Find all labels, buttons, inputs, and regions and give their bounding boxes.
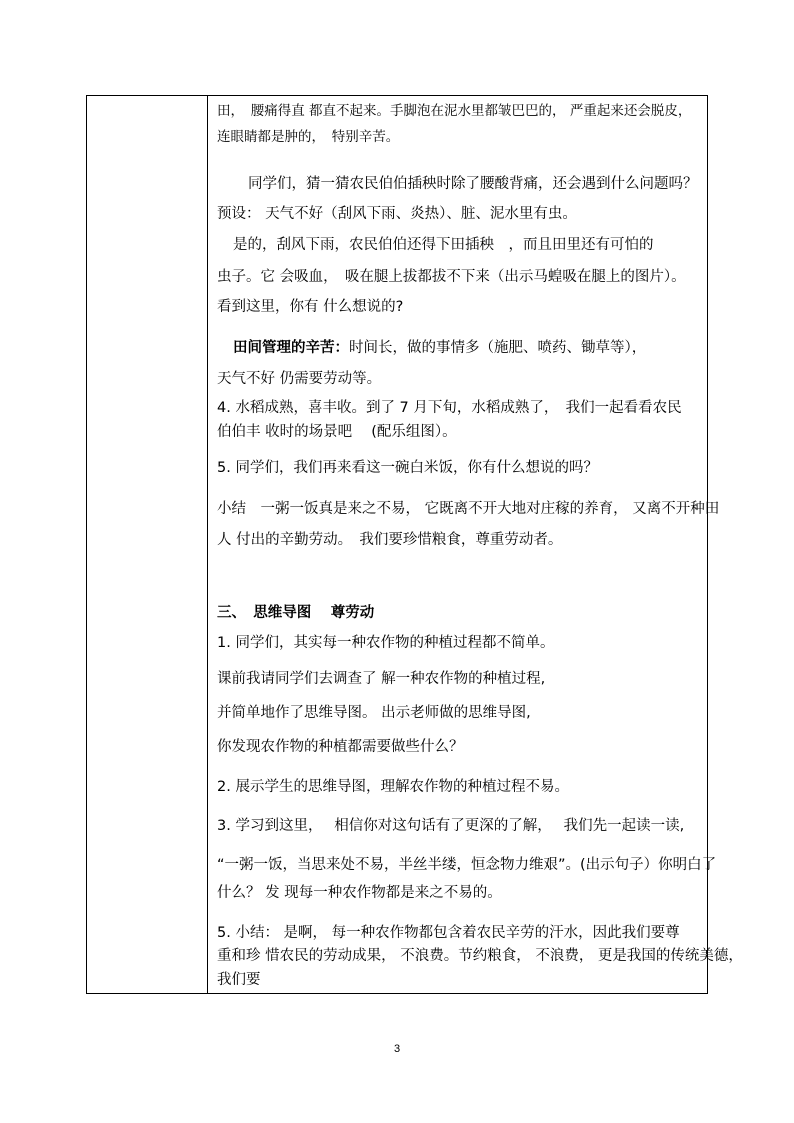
text-line: 小结 一粥一饭真是来之不易， 它既离不开大地对庄稼的养育， 又离不开种田 <box>217 501 720 517</box>
text-line: 是的，刮风下雨，农民伯伯还得下田插秧 ，而且田里还有可怕的 <box>233 237 654 253</box>
text-line: 5. 同学们，我们再来看这一碗白米饭，你有什么想说的吗？ <box>217 460 598 476</box>
text-line: 重和珍 惜农民的劳动成果， 不浪费。节约粮食， 不浪费， 更是我国的传统美德， <box>217 948 743 964</box>
text-line: 我们要 <box>217 972 261 988</box>
text-line: 伯伯丰 收时的场景吧 (配乐组图）。 <box>217 424 457 440</box>
text-line: 3. 学习到这里， 相信你对这句话有了更深的了解， 我们先一起读一读, <box>217 818 685 834</box>
text-line: 预设： 天气不好（刮风下雨、炎热）、脏、泥水里有虫。 <box>217 206 577 222</box>
page-number: 3 <box>393 1043 401 1055</box>
text-line: 课前我请同学们去调查了 解一种农作物的种植过程, <box>217 671 546 687</box>
text-span: 时间长，做的事情多（施肥、喷药、锄草等）， <box>349 340 647 356</box>
text-line: 你发现农作物的种植都需要做些什么？ <box>217 739 464 755</box>
section-heading: 三、 思维导图 尊劳动 <box>217 605 375 621</box>
text-line: 5. 小结： 是啊， 每一种农作物都包含着农民辛劳的汗水，因此我们要尊 <box>217 925 680 941</box>
text-line: 4. 水稻成熟，喜丰收。到了 7 月下旬，水稻成熟了， 我们一起看看农民 <box>217 400 682 416</box>
column-divider <box>207 96 208 993</box>
text-line: 天气不好 仍需要劳动等。 <box>217 371 382 387</box>
text-line: 并简单地作了思维导图。 出示老师做的思维导图, <box>217 705 531 721</box>
text-line: 虫子。它 会吸血， 吸在腿上拔都拔不下来（出示马蝗吸在腿上的图片）。 <box>217 269 686 285</box>
text-line: 2. 展示学生的思维导图，理解农作物的种植过程不易。 <box>217 779 569 795</box>
section-heading: 田间管理的辛苦： <box>233 340 349 356</box>
text-line: 什么？ 发 现每一种农作物都是来之不易的。 <box>217 885 502 901</box>
text-line: 看到这里，你有 什么想说的? <box>217 299 404 315</box>
text-line: 田， 腰痛得直 都直不起来。手脚泡在泥水里都皱巴巴的， 严重起来还会脱皮， <box>217 103 692 119</box>
text-line: 1. 同学们，其实每一种农作物的种植过程都不简单。 <box>217 635 555 651</box>
text-line <box>233 339 646 357</box>
text-line: 连眼睛都是肿的， 特别辛苦。 <box>217 129 400 145</box>
text-line: “一粥一饭，当思来处不易，半丝半缕，恒念物力维艰”。(出示句子）你明白了 <box>217 857 717 873</box>
text-line: 人 付出的辛勤劳动。 我们要珍惜粮食，尊重劳动者。 <box>217 532 563 548</box>
text-line: 同学们，猜一猜农民伯伯插秧时除了腰酸背痛，还会遇到什么问题吗？ <box>248 176 698 192</box>
